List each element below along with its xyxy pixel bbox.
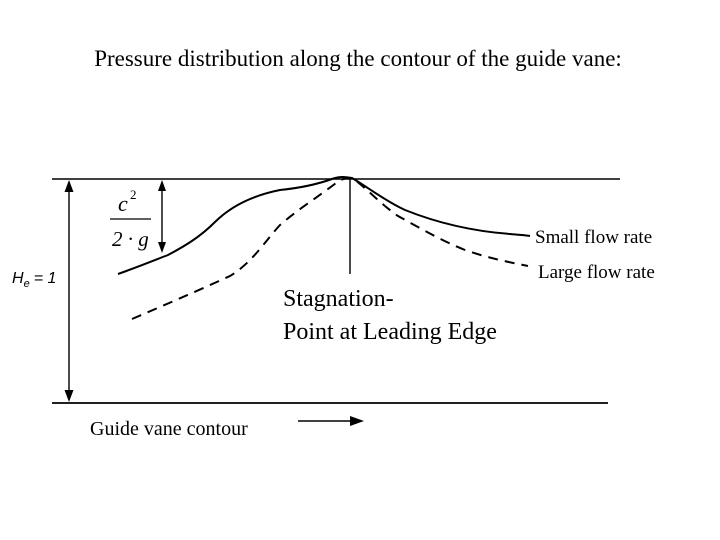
large-flow-rate-label: Large flow rate bbox=[538, 262, 655, 283]
contour-label: Guide vane contour bbox=[90, 418, 248, 440]
velocity-head-fraction bbox=[110, 187, 151, 251]
stagnation-label-line1: Stagnation- bbox=[283, 286, 394, 312]
velocity-head-arrow bbox=[158, 180, 166, 253]
small-flow-rate-label: Small flow rate bbox=[535, 227, 653, 248]
velocity-exponent: 2 bbox=[130, 187, 137, 202]
velocity-symbol: c bbox=[118, 191, 128, 216]
contour-direction-arrow bbox=[298, 416, 364, 426]
small-flow-rate-curve bbox=[118, 177, 530, 274]
diagram-title: Pressure distribution along the contour of the guide vane: bbox=[94, 46, 622, 71]
total-head-arrow bbox=[65, 180, 74, 402]
velocity-denominator: 2 · g bbox=[112, 227, 149, 251]
stagnation-label-line2: Point at Leading Edge bbox=[283, 319, 497, 345]
total-head-label: $H_e = 1$ bbox=[12, 270, 57, 290]
